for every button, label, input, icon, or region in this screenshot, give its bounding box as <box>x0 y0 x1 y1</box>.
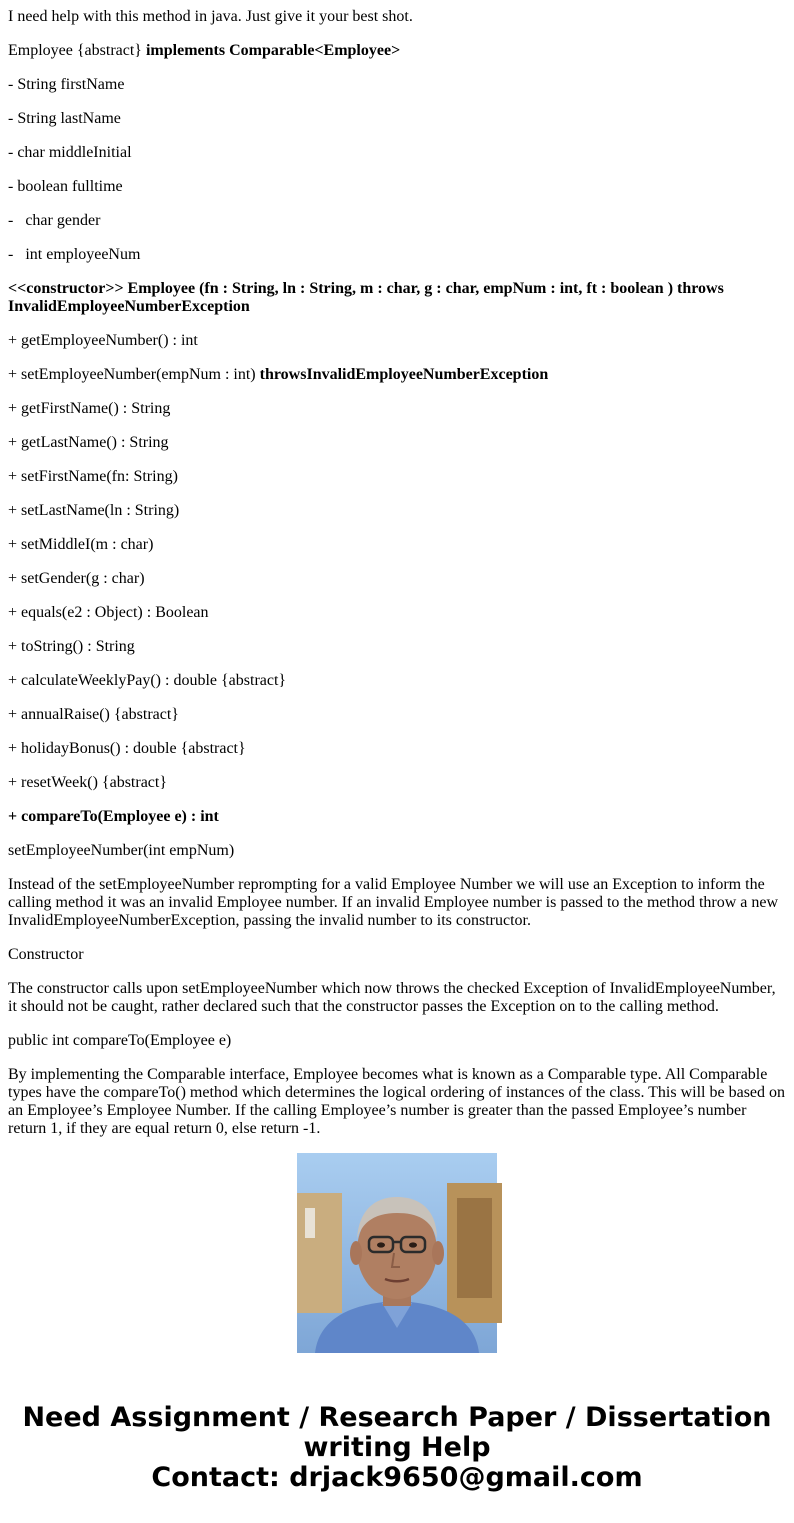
method-item: + calculateWeeklyPay() : double {abstract} <box>8 672 287 689</box>
method-set-emp-num-throws: throwsInvalidEmployeeNumberException <box>259 366 549 383</box>
constructor-signature: <<constructor>> Employee (fn : String, ln : String, m : char, g : char, empNum : int, ft : boolean ) throws InvalidEmployeeNumberException <box>8 280 724 315</box>
method-item: + equals(e2 : Object) : Boolean <box>8 604 209 621</box>
section-heading: Constructor <box>8 946 84 963</box>
method-item: + annualRaise() {abstract} <box>8 706 179 723</box>
method-item: + resetWeek() {abstract} <box>8 774 168 791</box>
method-set-emp-num: + setEmployeeNumber(empNum : int) <box>8 366 260 383</box>
method-item: + getLastName() : String <box>8 434 169 451</box>
method-item <box>8 366 786 384</box>
section-heading: public int compareTo(Employee e) <box>8 1032 232 1049</box>
field-item: - String lastName <box>8 110 121 127</box>
promo-line: writing Help <box>303 1432 491 1463</box>
promo-line: Need Assignment / Research Paper / Dissertation <box>22 1402 772 1433</box>
method-item: + setMiddleI(m : char) <box>8 536 154 553</box>
section-text: Instead of the setEmployeeNumber reprompting for a valid Employee Number we will use an Exception to inform the calling method it was an invalid Employee number. If an invalid Employee number is passed to the method throw a new InvalidEmployeeNumberException, passing the invalid number to its constructor. <box>8 876 779 929</box>
method-compare-to: + compareTo(Employee e) : int <box>8 808 219 825</box>
method-item: + setGender(g : char) <box>8 570 145 587</box>
person-photo-icon <box>297 1153 497 1353</box>
method-item: + setFirstName(fn: String) <box>8 468 178 485</box>
method-item: + toString() : String <box>8 638 135 655</box>
method-item: + getFirstName() : String <box>8 400 171 417</box>
section-heading: setEmployeeNumber(int empNum) <box>8 842 235 859</box>
field-item: - boolean fulltime <box>8 178 123 195</box>
method-item: + getEmployeeNumber() : int <box>8 332 198 349</box>
class-name: Employee {abstract} <box>8 42 146 59</box>
method-item: + setLastName(ln : String) <box>8 502 180 519</box>
field-item: - String firstName <box>8 76 125 93</box>
section-text: By implementing the Comparable interface, Employee becomes what is known as a Comparable type. All Comparable types have the compareTo() method which determines the logical ordering of instances of the class. This will be based on an Employee’s Employee Number. If the calling Employee’s number is greater than the passed Employee’s number return 1, if they are equal return 0, else return -1. <box>8 1066 786 1137</box>
avatar <box>297 1153 497 1353</box>
promo-banner <box>0 1403 794 1493</box>
section-text: The constructor calls upon setEmployeeNumber which now throws the checked Exception of InvalidEmployeeNumber, it should not be caught, rather declared such that the constructor passes the Exception on to the calling method. <box>8 980 776 1015</box>
method-item: + holidayBonus() : double {abstract} <box>8 740 246 757</box>
promo-contact: Contact: drjack9650@gmail.com <box>151 1462 643 1493</box>
field-item: - int employeeNum <box>8 246 141 263</box>
question-content <box>8 0 786 1137</box>
intro-text: I need help with this method in java. Just give it your best shot. <box>8 8 413 25</box>
class-implements: implements Comparable<Employee> <box>145 42 401 59</box>
field-item: - char middleInitial <box>8 144 132 161</box>
class-declaration <box>8 42 786 60</box>
field-item: - char gender <box>8 212 101 229</box>
